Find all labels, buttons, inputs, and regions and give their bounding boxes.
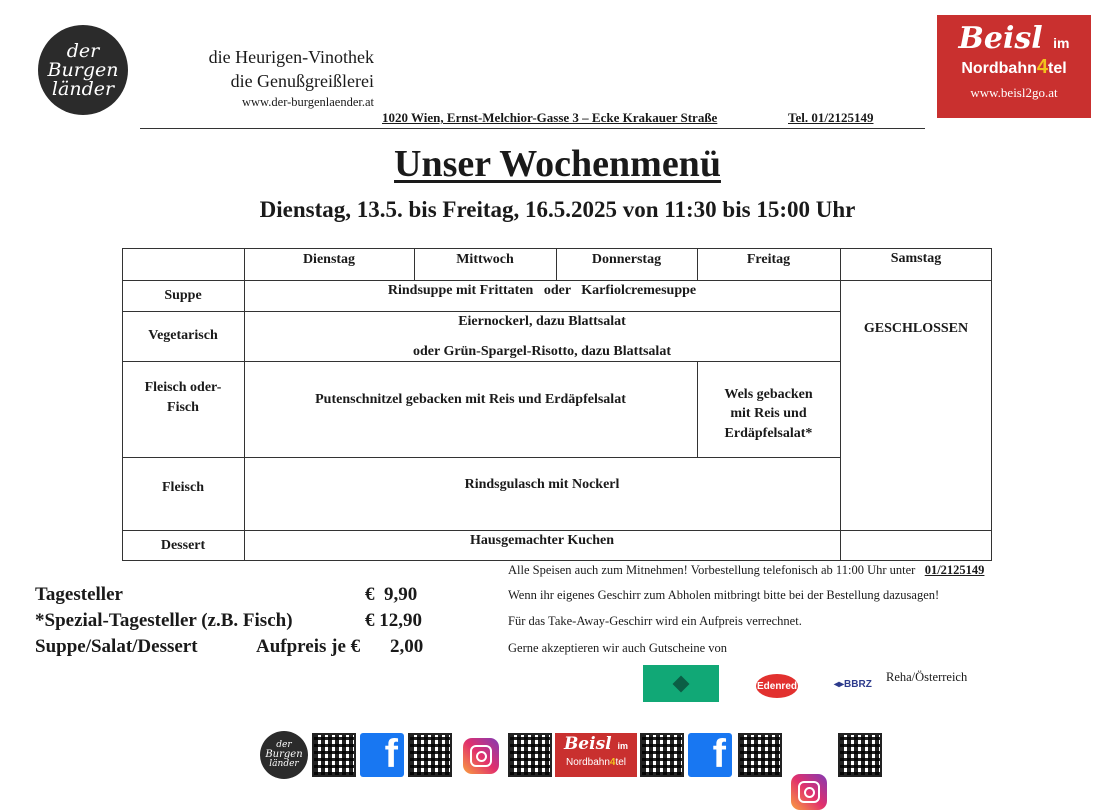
footer-beisl-four: 4 [609, 757, 616, 768]
price-label-suppe-salat: Suppe/Salat/Dessert [35, 636, 198, 657]
price-label-spezial: *Spezial-Tagesteller (z.B. Fisch) [35, 610, 293, 631]
price-aufpreis-label: Aufpreis je € [256, 636, 361, 657]
price-value-tagesteller: € 9,90 [365, 584, 418, 605]
qr-code-icon[interactable] [312, 733, 356, 777]
label-dessert: Dessert [160, 537, 206, 553]
beisl-word: Beisl [958, 21, 1043, 56]
logo-text-der: der [66, 39, 100, 62]
beisl-tel: tel [1048, 60, 1067, 77]
footer-beisl-logo [555, 733, 637, 777]
header-rule [140, 128, 925, 129]
footer-logo-laender: länder [269, 759, 299, 769]
note-takeaway-text: Alle Speisen auch zum Mitnehmen! Vorbestellung telefonisch ab 11:00 Uhr unter [508, 563, 916, 577]
dish-veg-2: oder Grün-Spargel-Risotto, dazu Blattsalat [413, 344, 671, 360]
qr-code-icon[interactable] [640, 733, 684, 777]
dish-suppe: Rindsuppe mit Frittaten oder Karfiolcremesuppe [387, 283, 697, 299]
website-burgenlaender[interactable]: www.der-burgenlaender.at [242, 94, 374, 109]
tagline-vinothek: die Heurigen-Vinothek [208, 47, 374, 67]
qr-code-icon[interactable] [838, 733, 882, 777]
facebook-icon[interactable]: f [688, 733, 732, 777]
reha-label: Reha/Österreich [886, 670, 968, 684]
menu-table [122, 248, 992, 561]
voucher-green-icon [673, 676, 690, 693]
instagram-icon[interactable] [791, 774, 827, 810]
dish-kuchen: Hausgemachter Kuchen [469, 533, 614, 549]
label-suppe: Suppe [164, 287, 202, 303]
beisl-url[interactable]: www.beisl2go.at [970, 85, 1058, 100]
facebook-icon[interactable]: f [360, 733, 404, 777]
page-subtitle: Dienstag, 13.5. bis Freitag, 16.5.2025 von 11:30 bis 15:00 Uhr [259, 197, 856, 222]
header-dienstag: Dienstag [302, 252, 356, 268]
dish-veg-1: Eiernockerl, dazu Blattsalat [458, 314, 626, 330]
footer-logo-der: der [276, 740, 292, 750]
note-geschirr: Wenn ihr eigenes Geschirr zum Abholen mitbringt bitte bei der Bestellung dazusagen! [508, 588, 940, 602]
page-title: Unser Wochenmenü [394, 143, 721, 185]
qr-code-icon[interactable] [738, 733, 782, 777]
header-taglines [150, 45, 374, 110]
beisl-four: 4 [1036, 56, 1048, 78]
logo-text-laender: länder [51, 77, 115, 100]
header-samstag: Samstag [890, 251, 942, 267]
dish-gulasch: Rindsgulasch mit Nockerl [464, 477, 620, 493]
dish-wels: Wels gebacken mit Reis und Erdäpfelsalat* [724, 386, 813, 441]
label-fleisch-fisch: Fleisch oder- Fisch [144, 380, 222, 415]
qr-code-icon[interactable] [408, 733, 452, 777]
phone: Tel. 01/2125149 [788, 110, 874, 125]
footer-beisl-word: Beisl [563, 734, 612, 754]
footer-beisl-im: im [617, 741, 629, 751]
qr-code-icon[interactable] [508, 733, 552, 777]
instagram-icon[interactable] [463, 738, 499, 774]
logo-text-burgen: Burgen [47, 58, 119, 81]
beisl-nordbahn: Nordbahn [961, 60, 1037, 77]
note-takeaway [508, 563, 984, 578]
edenred-logo: Edenred [756, 674, 798, 698]
beisl-im: im [1053, 35, 1070, 51]
bbrz-text: BBRZ [844, 679, 872, 690]
label-vegetarisch: Vegetarisch [148, 328, 218, 344]
header-mittwoch: Mittwoch [456, 252, 514, 268]
footer-burgenlaender-logo [260, 731, 308, 779]
dish-putenschnitzel: Putenschnitzel gebacken mit Reis und Erdäpfelsalat [315, 392, 626, 408]
footer-beisl-tel: tel [615, 757, 627, 768]
price-value-aufpreis: 2,00 [390, 636, 424, 657]
label-fleisch: Fleisch [162, 480, 204, 496]
voucher-green-logo [643, 665, 719, 702]
price-label-tagesteller: Tagesteller [35, 584, 123, 605]
samstag-geschlossen: GESCHLOSSEN [863, 321, 969, 337]
note-aufpreis: Für das Take-Away-Geschirr wird ein Aufpreis verrechnet. [508, 614, 802, 628]
footer-beisl-nordbahn: Nordbahn [565, 757, 610, 768]
header-donnerstag: Donnerstag [591, 252, 662, 268]
note-gutscheine: Gerne akzeptieren wir auch Gutscheine von [508, 641, 728, 655]
tagline-greisslerei: die Genußgreißlerei [230, 71, 374, 92]
bbrz-logo: ◂▸BBRZ [834, 679, 872, 690]
note-phone: 01/2125149 [924, 563, 985, 577]
price-value-spezial: € 12,90 [365, 610, 422, 631]
burgenlaender-logo [38, 25, 128, 115]
address: 1020 Wien, Ernst-Melchior-Gasse 3 – Ecke Krakauer Straße [382, 110, 718, 125]
header-freitag: Freitag [746, 252, 791, 268]
footer-logo-burgen: Burgen [265, 749, 303, 760]
beisl-logo [937, 15, 1091, 118]
